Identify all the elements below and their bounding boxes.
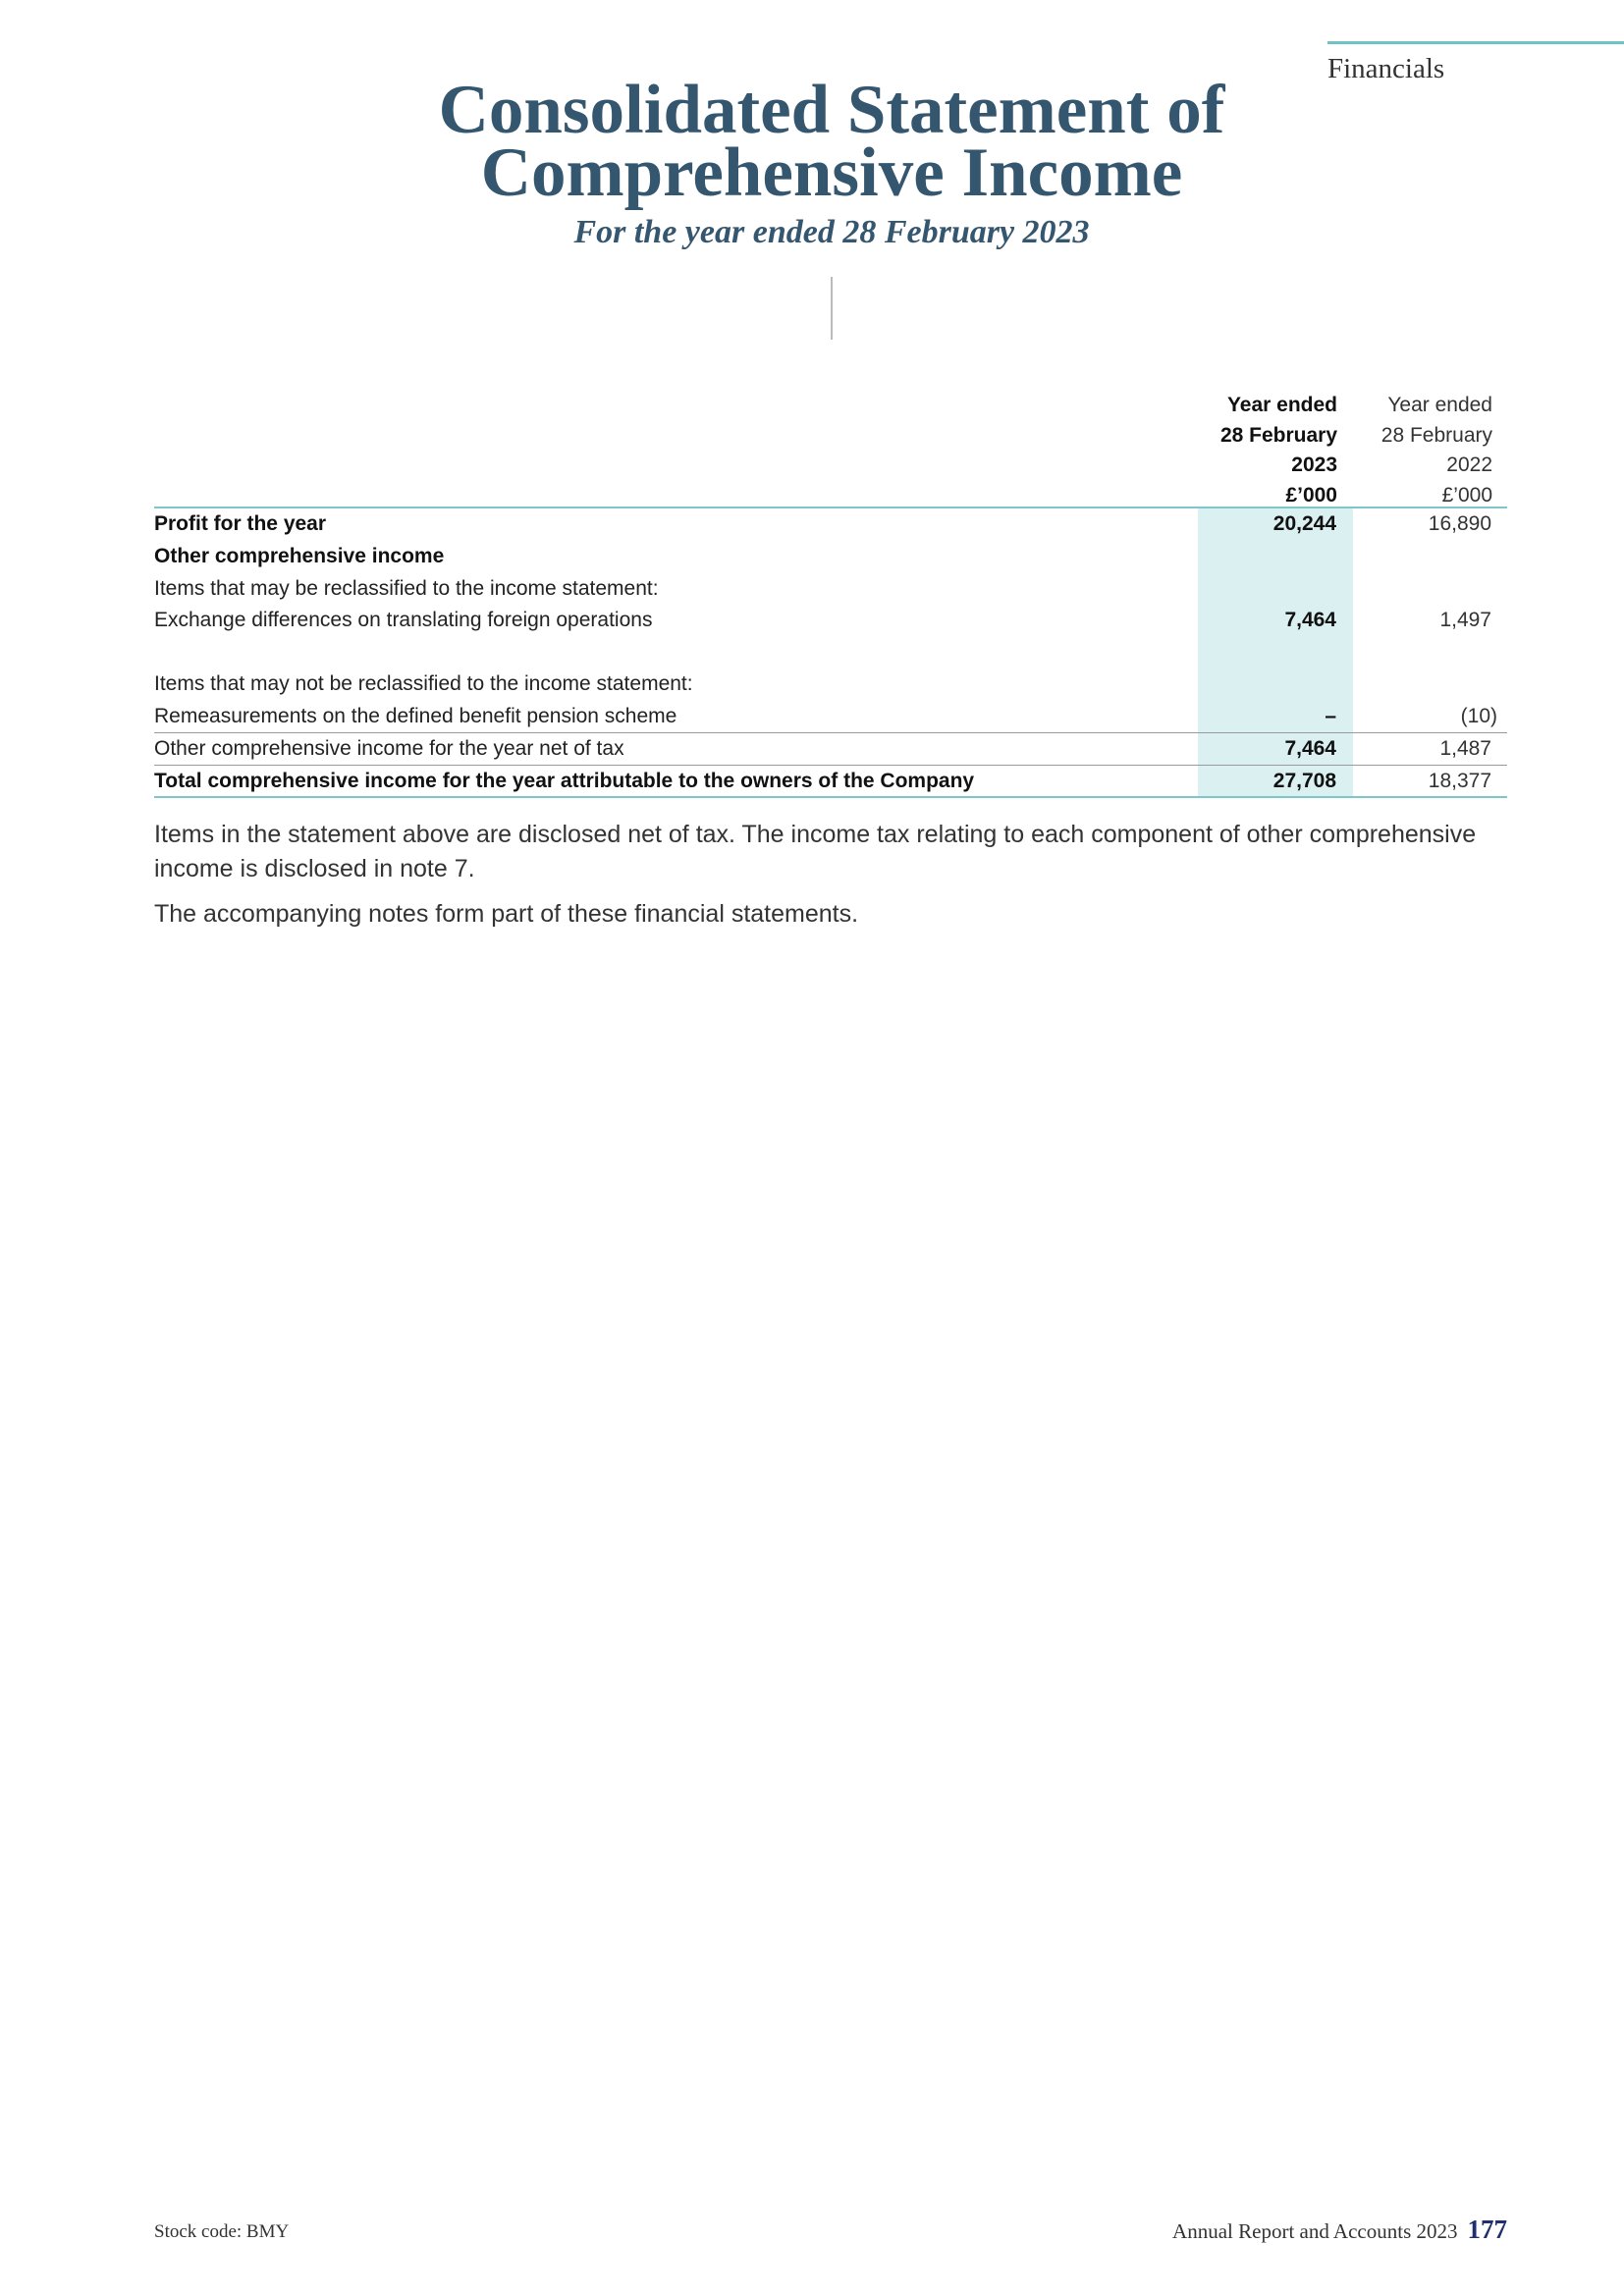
row-label: Profit for the year <box>154 512 327 535</box>
page-title <box>0 72 1624 211</box>
page-number: 177 <box>1467 2215 1507 2244</box>
column-header-line: 28 February <box>1380 423 1492 447</box>
row-value-current: 7,464 <box>1284 737 1336 760</box>
column-header-line: 28 February <box>1219 423 1337 447</box>
table-row <box>154 766 1507 797</box>
column-header-line: Year ended <box>1226 394 1337 416</box>
row-label: Items that may not be reclassified to the income statement: <box>154 672 693 695</box>
report-name: Annual Report and Accounts 2023 <box>1172 2219 1458 2243</box>
note-accompanying: The accompanying notes form part of these financial statements. <box>154 900 859 928</box>
row-value-current: 7,464 <box>1284 609 1336 631</box>
row-value-current: 27,708 <box>1272 770 1336 792</box>
page-subtitle: For the year ended 28 February 2023 <box>573 214 1090 250</box>
column-header-line: 2023 <box>1291 454 1337 476</box>
column-header-line: 2022 <box>1446 454 1492 476</box>
table-row <box>154 605 1507 636</box>
row-value-prior: 18,377 <box>1428 770 1491 792</box>
page-title-line-2: Comprehensive Income <box>480 134 1183 211</box>
column-header-current-year <box>1180 391 1337 510</box>
row-value-current: 20,244 <box>1272 512 1336 535</box>
row-value-prior: 1,487 <box>1439 737 1491 760</box>
section-label: Financials <box>1327 53 1445 84</box>
table-row <box>154 573 1507 605</box>
column-header-line: Year ended <box>1387 394 1492 416</box>
vertical-divider <box>831 277 833 340</box>
table-row <box>154 508 1507 540</box>
column-header-line: £’000 <box>1441 483 1492 507</box>
table-row <box>154 668 1507 700</box>
row-label: Other comprehensive income <box>154 545 445 567</box>
stock-code: Stock code: BMY <box>154 2221 290 2242</box>
table-row <box>154 701 1507 732</box>
table-row <box>154 541 1507 572</box>
column-header-prior-year <box>1335 391 1492 510</box>
column-header-line: £’000 <box>1285 483 1337 507</box>
row-value-current: – <box>1325 705 1336 727</box>
row-label: Other comprehensive income for the year net of tax <box>154 737 624 760</box>
table-row <box>154 733 1507 765</box>
row-value-prior: (10) <box>1460 705 1497 727</box>
footer-report <box>1172 2215 1507 2245</box>
row-value-prior: 1,497 <box>1439 609 1491 631</box>
section-rule <box>1327 41 1624 44</box>
row-label: Total comprehensive income for the year attributable to the owners of the Company <box>154 770 975 792</box>
row-value-prior: 16,890 <box>1428 512 1491 535</box>
note-net-of-tax: Items in the statement above are disclosed net of tax. The income tax relating to each component of other comprehensive income is disclosed in note 7. <box>154 821 1477 882</box>
row-label: Exchange differences on translating foreign operations <box>154 609 653 631</box>
row-label: Remeasurements on the defined benefit pension scheme <box>154 705 677 727</box>
page-title-line-1: Consolidated Statement of <box>438 72 1225 148</box>
row-label: Items that may be reclassified to the income statement: <box>154 577 659 600</box>
table-bottom-rule <box>154 796 1507 798</box>
